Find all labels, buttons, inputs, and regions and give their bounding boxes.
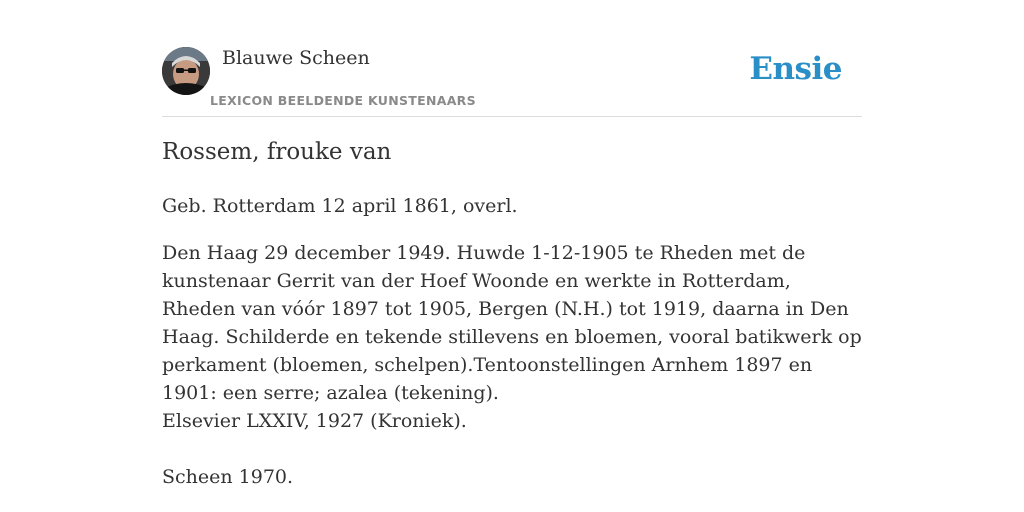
- author-name[interactable]: Blauwe Scheen: [222, 47, 370, 69]
- article-paragraph: Den Haag 29 december 1949. Huwde 1-12-1905 te Rheden met de kunstenaar Gerrit van der Hoef Woonde en werkte in Rotterdam, Rheden van vóór 1897 tot 1905, Bergen (N.H.) tot 1919, daarna in Den Haag. Schilderde en tekende stillevens en bloemen, vooral batikwerk op perkament (bloemen, schelpen).Tentoonstellingen Arnhem 1897 en 1901: een serre; azalea (tekening).: [162, 242, 862, 404]
- article-paragraph: Scheen 1970.: [162, 466, 294, 488]
- brand-logo[interactable]: Ensie: [749, 51, 842, 87]
- author-avatar[interactable]: [162, 47, 210, 95]
- page-header: [162, 46, 862, 117]
- article-paragraph: Geb. Rotterdam 12 april 1861, overl.: [162, 195, 518, 217]
- section-label[interactable]: LEXICON BEELDENDE KUNSTENAARS: [210, 93, 476, 108]
- author-photo-icon: [162, 47, 210, 95]
- article-paragraph: Elsevier LXXIV, 1927 (Kroniek).: [162, 410, 467, 432]
- article-title: Rossem, frouke van: [162, 139, 392, 165]
